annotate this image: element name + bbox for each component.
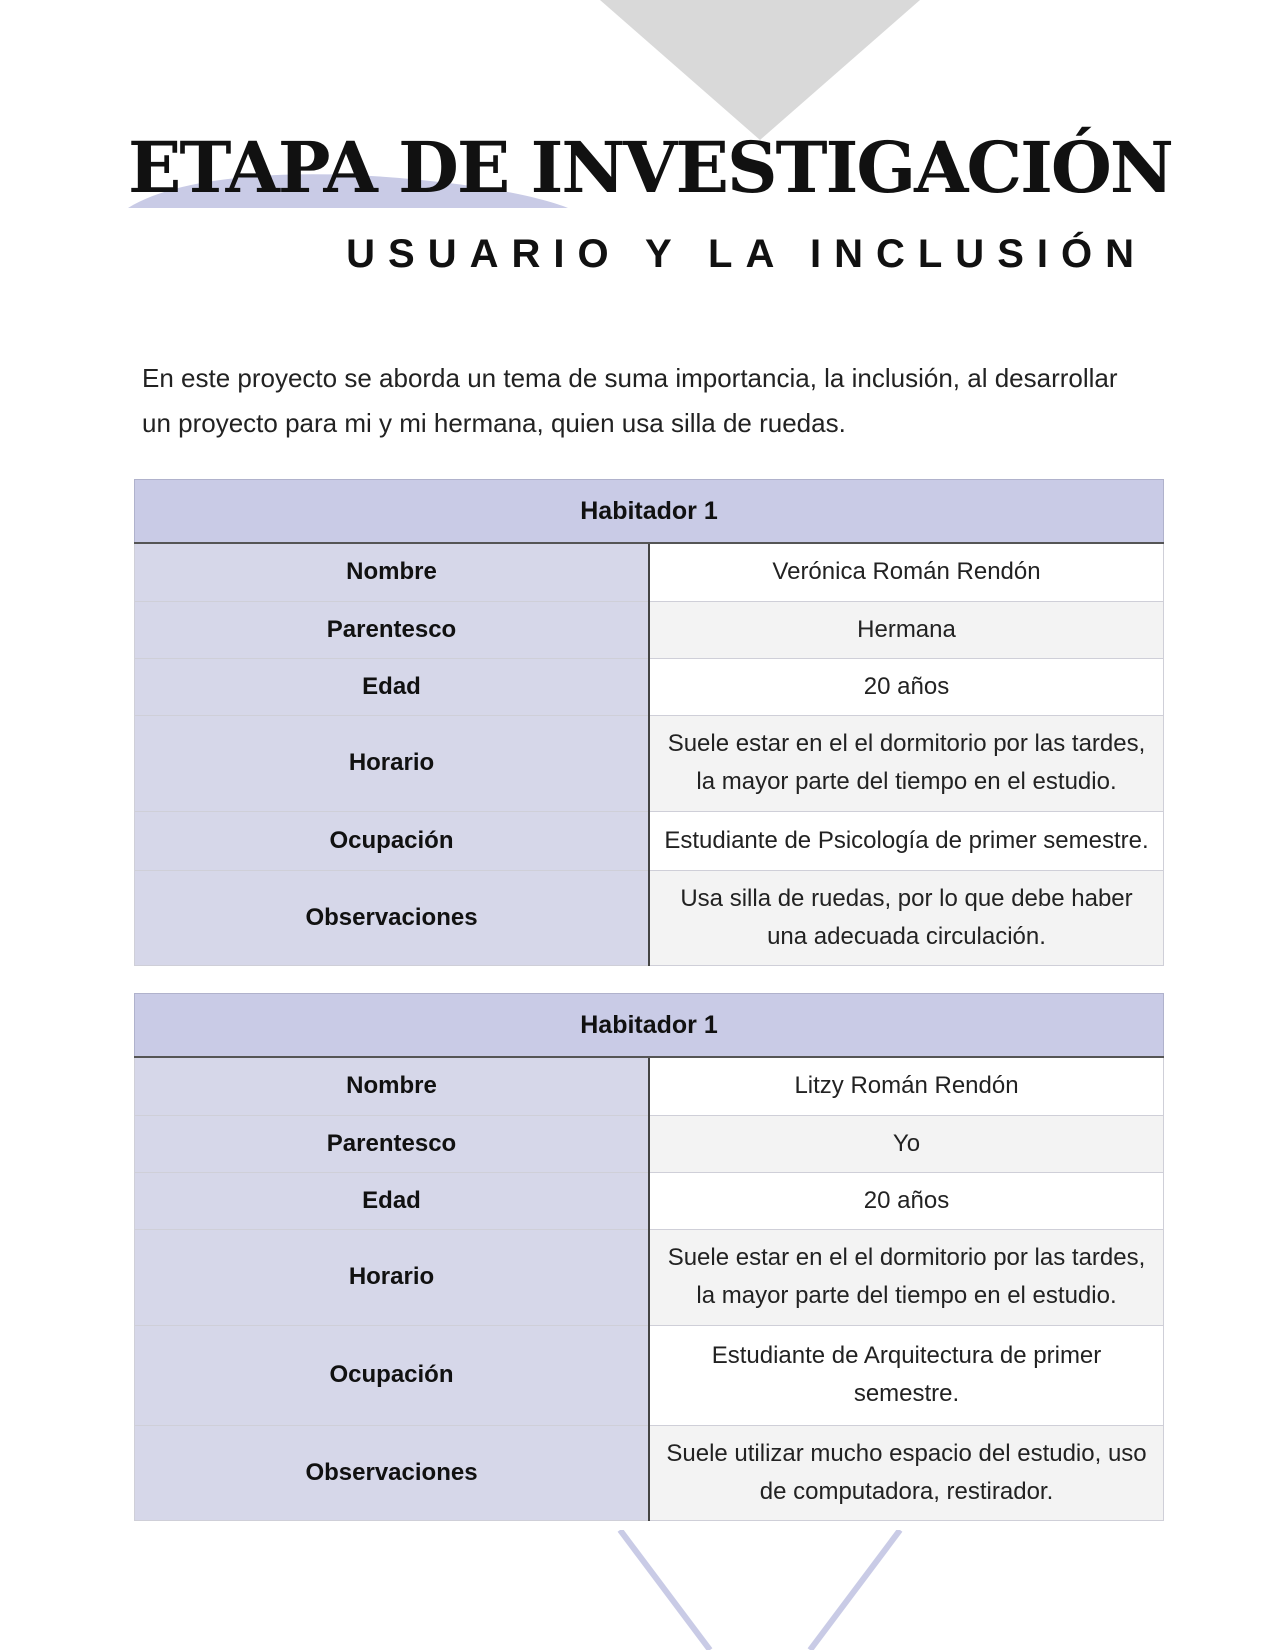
row-label: Horario xyxy=(135,715,650,811)
habitador-table-1 xyxy=(134,479,1164,966)
table-row-edad xyxy=(135,658,1164,715)
table-row-edad xyxy=(135,1172,1164,1229)
row-label: Nombre xyxy=(135,1057,650,1115)
page-title: ETAPA DE INVESTIGACIÓN xyxy=(128,126,1172,209)
bottom-chevron-decoration xyxy=(600,1530,920,1650)
table-row-ocupacion xyxy=(135,811,1164,870)
row-label: Ocupación xyxy=(135,811,650,870)
row-value: Suele utilizar mucho espacio del estudio, uso de computadora, restirador. xyxy=(649,1425,1164,1520)
row-label: Parentesco xyxy=(135,601,650,658)
intro-paragraph: En este proyecto se aborda un tema de suma importancia, la inclusión, al desarrollar un proyecto para mi y mi hermana, quien usa silla de ruedas. xyxy=(142,363,1118,438)
row-label: Observaciones xyxy=(135,870,650,965)
habitador-table-2 xyxy=(134,993,1164,1521)
row-value: Litzy Román Rendón xyxy=(649,1057,1164,1115)
page-subtitle: USUARIO Y LA INCLUSIÓN xyxy=(346,232,1147,276)
row-label: Parentesco xyxy=(135,1115,650,1172)
table-row-nombre xyxy=(135,543,1164,601)
row-value: Yo xyxy=(649,1115,1164,1172)
table-row-horario xyxy=(135,715,1164,811)
table-row-ocupacion xyxy=(135,1325,1164,1425)
table-header: Habitador 1 xyxy=(135,994,1164,1058)
row-value: Estudiante de Arquitectura de primer semestre. xyxy=(649,1325,1164,1425)
top-triangle-decoration xyxy=(600,0,920,140)
table-row-observaciones xyxy=(135,870,1164,965)
row-value: Hermana xyxy=(649,601,1164,658)
row-value: Suele estar en el el dormitorio por las tardes, la mayor parte del tiempo en el estudio. xyxy=(649,715,1164,811)
row-label: Horario xyxy=(135,1229,650,1325)
title-block xyxy=(128,126,1172,209)
row-value: Suele estar en el el dormitorio por las tardes, la mayor parte del tiempo en el estudio. xyxy=(649,1229,1164,1325)
row-value: 20 años xyxy=(649,658,1164,715)
row-label: Edad xyxy=(135,1172,650,1229)
table-header: Habitador 1 xyxy=(135,480,1164,544)
table-row-nombre xyxy=(135,1057,1164,1115)
row-label: Observaciones xyxy=(135,1425,650,1520)
row-label: Edad xyxy=(135,658,650,715)
row-value: Usa silla de ruedas, por lo que debe haber una adecuada circulación. xyxy=(649,870,1164,965)
table-row-parentesco xyxy=(135,1115,1164,1172)
row-value: Verónica Román Rendón xyxy=(649,543,1164,601)
table-row-observaciones xyxy=(135,1425,1164,1520)
row-value: 20 años xyxy=(649,1172,1164,1229)
table-row-horario xyxy=(135,1229,1164,1325)
table-row-parentesco xyxy=(135,601,1164,658)
row-label: Ocupación xyxy=(135,1325,650,1425)
row-label: Nombre xyxy=(135,543,650,601)
row-value: Estudiante de Psicología de primer semestre. xyxy=(649,811,1164,870)
